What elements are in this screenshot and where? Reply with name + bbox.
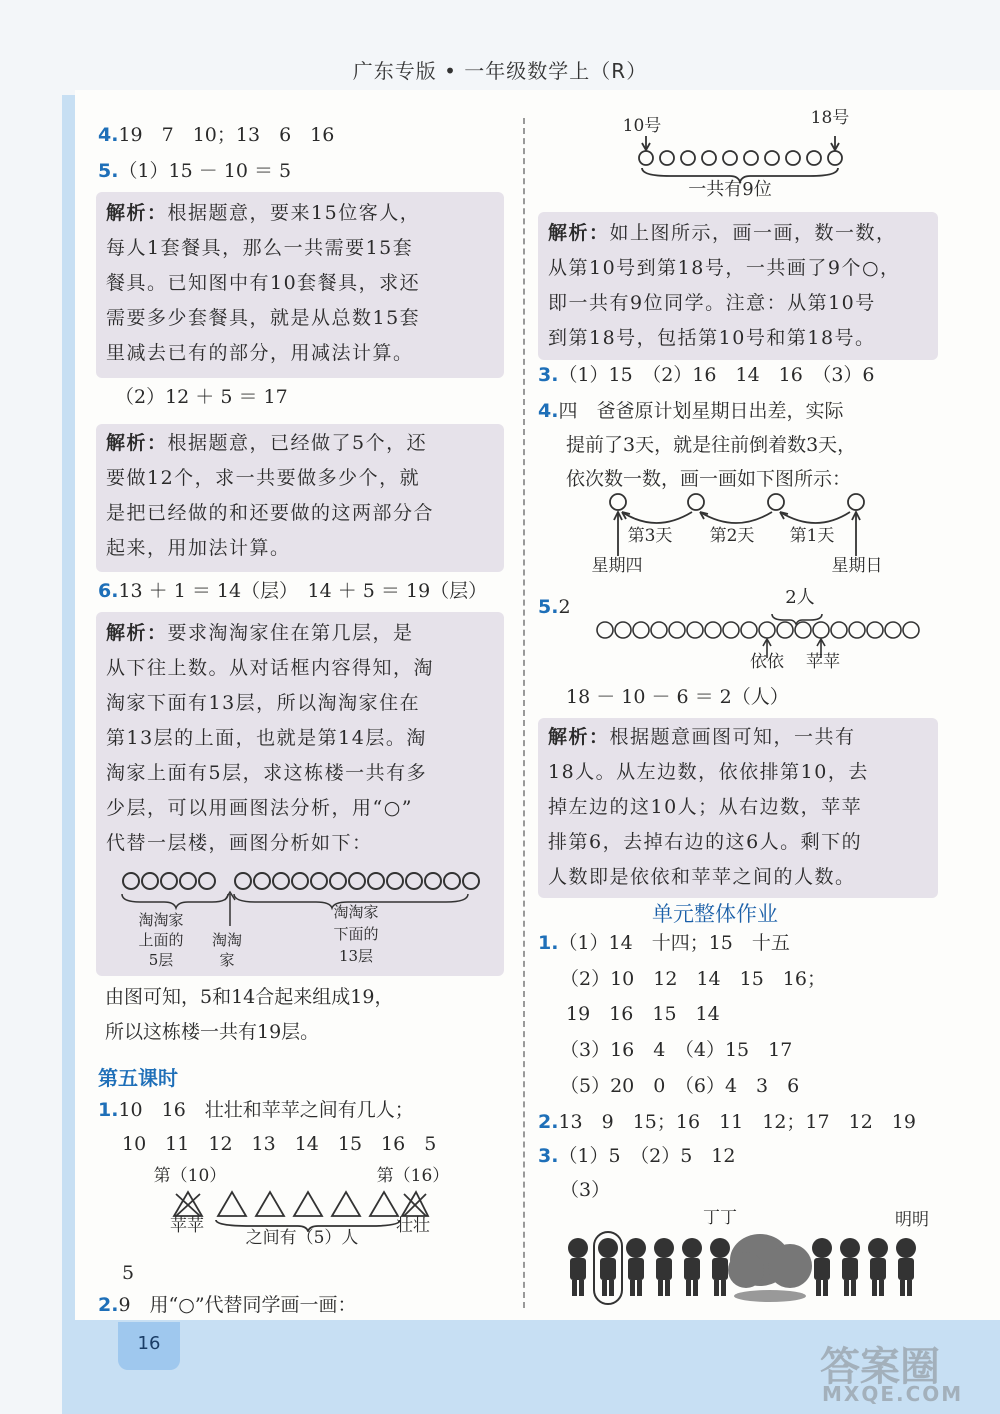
analysis-line: 解析：根据题意画图可知，一共有	[548, 726, 856, 748]
analysis-box-q5-1	[96, 192, 504, 378]
diag-label: 5层	[148, 951, 174, 969]
analysis-label: 解析：	[548, 222, 610, 244]
analysis-line: 每人1套餐具，那么一共需要15套	[106, 237, 414, 259]
children-queue-illustration	[560, 1230, 940, 1310]
right-q4-line: 提前了3天，就是往前倒着数3天，	[566, 434, 857, 456]
analysis-line: 18人。从左边数，依依排第10，去	[548, 761, 869, 783]
watermark-logo: 答案圈	[820, 1344, 940, 1390]
analysis-box-q5	[538, 718, 938, 898]
analysis-line: 解析：根据题意，已经做了5个，还	[106, 432, 428, 454]
right-q3	[538, 362, 875, 388]
column-divider	[523, 118, 525, 1308]
analysis-line: 到第18号，包括第10号和第18号。	[548, 327, 876, 349]
diag-label: 淘淘	[211, 931, 242, 949]
diag9-end: 18号	[810, 108, 850, 128]
page-header: 广东专版 • 一年级数学上（R）	[352, 59, 648, 83]
q6-conclusion: 由图可知，5和14合起来组成19，	[105, 986, 394, 1008]
q-number: 6.	[98, 580, 119, 602]
day-label: 星期四	[591, 556, 643, 576]
lesson-q1-answer: 5	[122, 1262, 135, 1284]
q-number: 4.	[538, 400, 559, 422]
unit-q3-part3: （3）	[560, 1179, 611, 1201]
lesson-q1	[98, 1097, 414, 1123]
analysis-line: 淘家上面有5层，求这栋楼一共有多	[106, 762, 428, 784]
unit-title: 单元整体作业	[652, 902, 778, 926]
analysis-line: 第13层的上面，也就是第14层。淘	[106, 727, 427, 749]
analysis-line: 里减去已有的部分，用减法计算。	[106, 342, 414, 364]
analysis-label: 解析：	[106, 202, 168, 224]
q-number: 3.	[538, 364, 559, 386]
diag-label: 下面的	[333, 925, 379, 943]
analysis-line: 起来，用加法计算。	[106, 537, 291, 559]
answer-text: （1）5 （2）5 12	[558, 1145, 736, 1167]
answer-text: 四 爸爸原计划星期日出差，实际	[558, 400, 844, 422]
page-number: 16	[118, 1322, 180, 1370]
analysis-line: 解析：要求淘淘家住在第几层，是	[106, 622, 414, 644]
analysis-label: 解析：	[106, 622, 168, 644]
diag-label: 淘淘家	[138, 911, 184, 929]
analysis-line: 淘家下面有13层，所以淘淘家住在	[106, 692, 421, 714]
right-q4	[538, 398, 843, 424]
unit-q3	[538, 1143, 735, 1169]
lesson-q2	[98, 1292, 357, 1318]
left-q6	[98, 578, 487, 604]
q-number: 1.	[98, 1099, 119, 1121]
analysis-line: 排第6，去掉右边的这6人。剩下的	[548, 831, 863, 853]
floor-circles-upper	[122, 870, 217, 890]
analysis-box-q2	[538, 212, 938, 360]
lesson-q1-row: 10 11 12 13 14 15 16 5	[122, 1133, 437, 1155]
analysis-line: 需要多少套餐具，就是从总数15套	[106, 307, 421, 329]
q-number: 2.	[538, 1111, 559, 1133]
answer-text: 10 16 壮壮和苹苹之间有几人；	[118, 1099, 414, 1121]
name-pingping: 苹苹	[806, 652, 840, 672]
day-label: 第3天	[627, 526, 673, 546]
diag-first: 第（10）	[153, 1166, 227, 1186]
answer-text: （1）15 （2）16 14 16 （3）6	[558, 364, 875, 386]
analysis-line: 代替一层楼，画图分析如下：	[106, 832, 373, 854]
days-diagram	[600, 490, 880, 560]
q-number: 4.	[98, 124, 119, 146]
diag9-total: 一共有9位	[688, 179, 772, 200]
analysis-line: 少层，可以用画图法分析，用“○”	[106, 797, 414, 819]
answer-text: 9 用“○”代替同学画一画：	[118, 1294, 357, 1316]
q-number: 1.	[538, 932, 559, 954]
diag-label: 上面的	[138, 931, 184, 949]
answer-text: 19 7 10；13 6 16	[118, 124, 335, 146]
left-q4	[98, 122, 334, 148]
unit-q1	[538, 930, 790, 956]
floor-circles-lower	[234, 870, 481, 890]
q-number: 2.	[98, 1294, 119, 1316]
diag-label: 淘淘家	[333, 903, 379, 921]
left-q5-1	[98, 158, 291, 184]
analysis-label: 解析：	[548, 726, 610, 748]
q6-conclusion: 所以这栋楼一共有19层。	[105, 1021, 320, 1043]
day-label: 第2天	[709, 526, 755, 546]
name-dingding: 丁丁	[703, 1208, 737, 1228]
right-q5	[538, 594, 571, 620]
analysis-label: 解析：	[106, 432, 168, 454]
q5-between: 2人	[785, 587, 815, 608]
right-q4-line: 依次数一数，画一画如下图所示：	[566, 468, 852, 490]
analysis-line: 解析：如上图所示，画一画，数一数，	[548, 222, 897, 244]
lesson-title: 第五课时	[98, 1066, 178, 1090]
answer-text: 13 ＋ 1 ＝ 14（层） 14 ＋ 5 ＝ 19（层）	[118, 580, 488, 602]
q-number: 3.	[538, 1145, 559, 1167]
diag-left: 苹苹	[170, 1216, 204, 1236]
analysis-line: 即一共有9位同学。注意：从第10号	[548, 292, 876, 314]
unit-q1-line: 19 16 15 14	[566, 1003, 720, 1025]
q-number: 5.	[98, 160, 119, 182]
day-label: 第1天	[789, 526, 835, 546]
analysis-line: 餐具。已知图中有10套餐具，求还	[106, 272, 421, 294]
answer-text: 2	[558, 596, 571, 618]
analysis-line: 解析：根据题意，要来15位客人，	[106, 202, 421, 224]
analysis-line: 是把已经做的和还要做的这两部分合	[106, 502, 435, 524]
left-q5-2: （2）12 ＋ 5 ＝ 17	[115, 386, 288, 408]
q-number: 5.	[538, 596, 559, 618]
analysis-line: 要做12个，求一共要做多少个，就	[106, 467, 421, 489]
day-label: 星期日	[831, 556, 883, 576]
diag-label: 13层	[338, 947, 374, 965]
diag9-start: 10号	[622, 116, 662, 136]
unit-q1-line: （3）16 4 （4）15 17	[560, 1039, 793, 1061]
analysis-box-q6	[96, 612, 504, 976]
name-yiyi: 依依	[750, 652, 784, 672]
answer-text: 13 9 15；16 11 12；17 12 19	[558, 1111, 916, 1133]
unit-q1-line: （5）20 0 （6）4 3 6	[560, 1075, 800, 1097]
diag-second: 第（16）	[376, 1166, 450, 1186]
analysis-line: 掉左边的这10人；从右边数，苹苹	[548, 796, 863, 818]
diag-mid: 之间有（5）人	[245, 1228, 359, 1248]
name-mingming: 明明	[895, 1210, 929, 1230]
analysis-line: 人数即是依依和苹苹之间的人数。	[548, 866, 856, 888]
answer-text: （1）14 十四；15 十五	[558, 932, 790, 954]
q5-equation: 18 － 10 － 6 ＝ 2（人）	[566, 686, 789, 708]
unit-q2	[538, 1109, 916, 1135]
analysis-line: 从第10号到第18号，一共画了9个○，	[548, 257, 901, 279]
answer-text: （1）15 － 10 ＝ 5	[118, 160, 292, 182]
diag-right: 壮壮	[396, 1216, 430, 1236]
unit-q1-line: （2）10 12 14 15 16；	[560, 968, 826, 990]
diag-label: 家	[219, 951, 235, 969]
analysis-line: 从下往上数。从对话框内容得知，淘	[106, 657, 435, 679]
analysis-box-q5-2	[96, 424, 504, 572]
watermark-url: MXQE.COM	[822, 1382, 964, 1406]
